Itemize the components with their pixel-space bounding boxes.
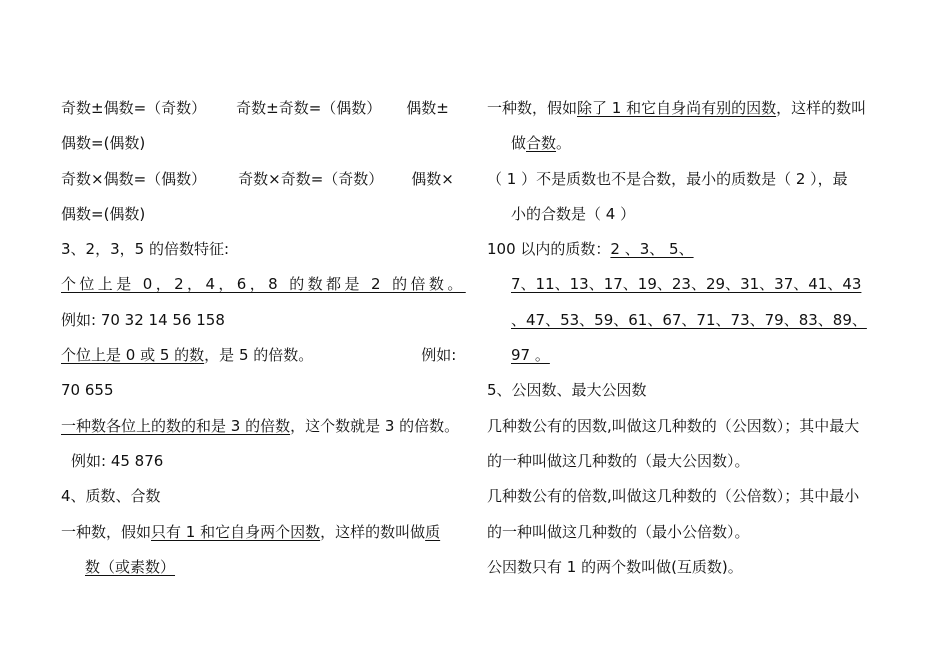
prime-definition-cont: 数（或素数） <box>85 557 176 576</box>
primes-list-line-2: 、47、53、59、61、67、71、73、79、83、89、 <box>511 310 867 329</box>
rule-multiple-of-2: 个位上是 0，2，4，6，8 的数都是 2 的倍数。 <box>61 275 466 294</box>
rule-multiple-of-3: 一种数各位上的数的和是 3 的倍数，这个数就是 3 的倍数。 <box>61 416 460 435</box>
section-heading-prime-composite: 4、质数、合数 <box>61 487 161 506</box>
rule-odd-times-odd: 奇数×奇数=（奇数） <box>238 169 384 188</box>
rule-even-plus-start: 偶数± <box>406 99 449 117</box>
example-multiple-of-5: 70 655 <box>61 381 114 400</box>
primes-under-100-label: 100 以内的质数：2 、3、 5、 <box>487 240 694 259</box>
example-multiple-of-3: 例如: 45 876 <box>71 451 164 470</box>
composite-definition: 一种数，假如除了 1 和它自身尚有别的因数，这样的数叫 <box>487 99 867 117</box>
rule-odd-plus-even: 奇数±偶数=（奇数） <box>61 99 207 117</box>
rule-odd-times-even: 奇数×偶数=（偶数） <box>61 169 207 188</box>
rule-even-plus-end: 偶数=(偶数) <box>61 134 146 153</box>
composite-definition-cont: 做合数。 <box>511 134 572 153</box>
primes-list-line-3: 97 。 <box>511 346 550 365</box>
one-is-neither: （ 1 ）不是质数也不是合数，最小的质数是（ 2 ），最 <box>487 169 848 188</box>
common-factor-definition-cont: 的一种叫做这几种数的（最大公因数）。 <box>487 451 750 470</box>
primes-list-line-1: 7、11、13、17、19、23、29、31、37、41、43 <box>511 275 862 294</box>
rule-multiple-of-5: 个位上是 0 或 5 的数，是 5 的倍数。 例如: <box>61 346 457 365</box>
example-multiple-of-2: 例如: 70 32 14 56 158 <box>61 310 225 329</box>
section-heading-common-factors: 5、公因数、最大公因数 <box>487 381 647 400</box>
odd-even-multiplication-rules <box>61 162 475 197</box>
common-multiple-definition-cont: 的一种叫做这几种数的（最小公倍数）。 <box>487 522 750 541</box>
left-column <box>61 91 475 585</box>
common-multiple-definition: 几种数公有的倍数,叫做这几种数的（公倍数）；其中最小 <box>487 487 860 506</box>
right-column <box>487 91 893 585</box>
coprime-definition: 公因数只有 1 的两个数叫做(互质数)。 <box>487 557 743 576</box>
common-factor-definition: 几种数公有的因数,叫做这几种数的（公因数）；其中最大 <box>487 416 860 435</box>
example-label: 例如: <box>421 346 457 365</box>
prime-definition: 一种数，假如只有 1 和它自身两个因数，这样的数叫做质 <box>61 522 441 541</box>
rule-even-times-end: 偶数=(偶数) <box>61 204 146 223</box>
odd-even-addition-rules <box>61 91 475 126</box>
rule-odd-plus-odd: 奇数±奇数=（偶数） <box>236 99 382 117</box>
smallest-composite: 小的合数是（ 4 ） <box>511 204 636 223</box>
rule-even-times-start: 偶数× <box>411 169 454 188</box>
section-heading-multiples: 3、2，3，5 的倍数特征: <box>61 240 229 259</box>
